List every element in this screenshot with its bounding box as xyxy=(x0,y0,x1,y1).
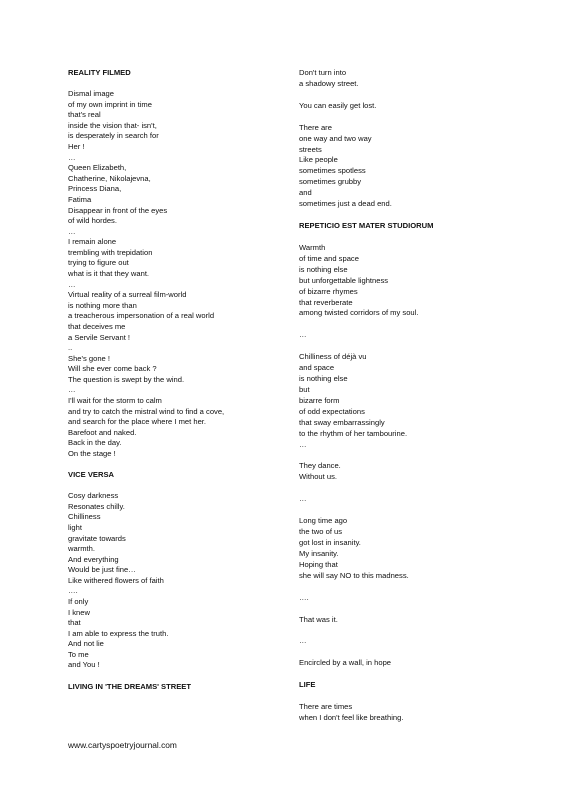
poem-line: Hoping that xyxy=(299,559,338,569)
poem-line: Dismal image xyxy=(68,89,114,99)
poem-line: Back in the day. xyxy=(68,438,122,448)
poem-line: is nothing else xyxy=(299,374,348,384)
poem-line: that deceives me xyxy=(68,321,126,331)
poem-line: There are times xyxy=(299,701,353,711)
poem-line: sometimes just a dead end. xyxy=(299,199,392,209)
poem-line: that sway embarrassingly xyxy=(299,417,385,427)
poem-line: On the stage ! xyxy=(68,448,116,458)
poem-line: is desperately in search for xyxy=(68,131,159,141)
poem-line: when I don't feel like breathing. xyxy=(299,712,404,722)
poem-line: I am able to express the truth. xyxy=(68,628,169,638)
poem-line: I'll wait for the storm to calm xyxy=(68,395,162,405)
poem-line: a Servile Servant ! xyxy=(68,332,131,342)
poem-line: …. xyxy=(299,592,309,602)
poem-line: of bizarre rhymes xyxy=(299,286,358,296)
poem-line: among twisted corridors of my soul. xyxy=(299,308,419,318)
poem-line: Chilliness xyxy=(68,512,101,522)
poem-line: a treacherous impersonation of a real world xyxy=(68,311,215,321)
poem-line: but unforgettable lightness xyxy=(299,275,389,285)
poem-line: To me xyxy=(68,649,89,659)
poem-line: she will say NO to this madness. xyxy=(299,570,409,580)
poem-line: Cosy darkness xyxy=(68,491,119,501)
poem-line: … xyxy=(68,385,76,395)
poem-line: … xyxy=(299,439,307,449)
footer-url: www.cartyspoetryjournal.com xyxy=(68,740,177,750)
poem-line: Fatima xyxy=(68,194,92,204)
poem-line: Warmth xyxy=(299,242,326,252)
poem-line: and You ! xyxy=(68,660,100,670)
poem-line: Will she ever come back ? xyxy=(68,364,157,374)
poem-line: the two of us xyxy=(299,527,343,537)
poem-line: She's gone ! xyxy=(68,353,110,363)
poem-line: Don't turn into xyxy=(299,68,347,77)
poem-line: … xyxy=(68,152,76,162)
poem-line: That was it. xyxy=(299,614,338,624)
poem-line: and space xyxy=(299,363,335,373)
poem-line: Resonates chilly. xyxy=(68,501,125,511)
poem-line: Chilliness of déjà vu xyxy=(299,352,367,362)
poem-line: trying to figure out xyxy=(68,258,129,268)
poem-line: They dance. xyxy=(299,461,341,471)
poem-line: and search for the place where I met her. xyxy=(68,417,207,427)
poem-line: sometimes grubby xyxy=(299,177,362,187)
poem-line: Would be just fine… xyxy=(68,565,136,575)
poem-line: Barefoot and naked. xyxy=(68,427,137,437)
poem-line: … xyxy=(68,279,76,289)
poem-title: LIVING IN 'THE DREAMS' STREET xyxy=(68,681,192,691)
poem-line: Queen Elizabeth, xyxy=(68,163,127,173)
poem-line: Disappear in front of the eyes xyxy=(68,205,168,215)
poem-line: bizarre form xyxy=(299,395,340,405)
poem-line: And not lie xyxy=(68,639,104,649)
poem-line: one way and two way xyxy=(299,133,372,143)
poem-line: of time and space xyxy=(299,253,359,263)
poem-line: a shadowy street. xyxy=(299,78,359,88)
poem-line: … xyxy=(299,636,307,646)
poem-line: My insanity. xyxy=(299,548,339,558)
poem-line: of odd expectations xyxy=(299,406,365,416)
poem-title: REPETICIO EST MATER STUDIORUM xyxy=(299,221,434,231)
poem-line: I remain alone xyxy=(68,237,117,247)
poem-line: light xyxy=(68,522,82,532)
poem-line: is nothing else xyxy=(299,264,348,274)
poem-title: LIFE xyxy=(299,680,316,690)
poem-line: Like withered flowers of faith xyxy=(68,575,164,585)
poem-line: that reverberate xyxy=(299,297,353,307)
poem-line: streets xyxy=(299,144,322,154)
poem-line: And everything xyxy=(68,554,119,564)
poem-line: Chatherine, Nikolajevna, xyxy=(68,173,151,183)
poem-line: Princess Diana, xyxy=(68,184,122,194)
poem-line: .. xyxy=(68,343,73,353)
poem-line: … xyxy=(68,226,76,236)
poem-line: to the rhythm of her tambourine. xyxy=(299,428,408,438)
poem-line: Long time ago xyxy=(299,516,348,526)
poem-line: is nothing more than xyxy=(68,300,137,310)
poem-line: of my own imprint in time xyxy=(68,99,152,109)
poem-line: The question is swept by the wind. xyxy=(68,374,185,384)
poem-line: If only xyxy=(68,597,89,606)
poem-line: … xyxy=(299,494,307,504)
poem-line: inside the vision that- isn't, xyxy=(68,120,157,130)
poem-line: that's real xyxy=(68,110,101,120)
poem-line: got lost in insanity. xyxy=(299,537,361,547)
poem-line: …. xyxy=(68,586,78,596)
poem-line: of wild hordes. xyxy=(68,216,117,226)
poem-line: and xyxy=(299,188,312,198)
poem-line: Virtual reality of a surreal film-world xyxy=(68,290,187,300)
poem-line: and try to catch the mistral wind to find a cove, xyxy=(68,406,225,416)
poem-line: I knew xyxy=(68,607,90,617)
poem-title: REALITY FILMED xyxy=(68,68,131,77)
poem-line: … xyxy=(299,330,307,340)
poem-line: Without us. xyxy=(299,472,337,482)
poem-line: warmth. xyxy=(68,544,96,554)
poem-line: There are xyxy=(299,122,332,132)
poem-line: what is it that they want. xyxy=(68,269,150,279)
poem-line: Like people xyxy=(299,155,338,165)
poem-line: Encircled by a wall, in hope xyxy=(299,658,392,668)
poem-line: but xyxy=(299,384,310,394)
poem-line: sometimes spotless xyxy=(299,166,366,176)
poem-title: VICE VERSA xyxy=(68,470,114,480)
poem-line: trembling with trepidation xyxy=(68,247,153,257)
poem-line: that xyxy=(68,618,81,628)
poem-line: Her ! xyxy=(68,142,85,152)
poem-line: You can easily get lost. xyxy=(299,100,377,110)
poem-line: gravitate towards xyxy=(68,533,126,543)
